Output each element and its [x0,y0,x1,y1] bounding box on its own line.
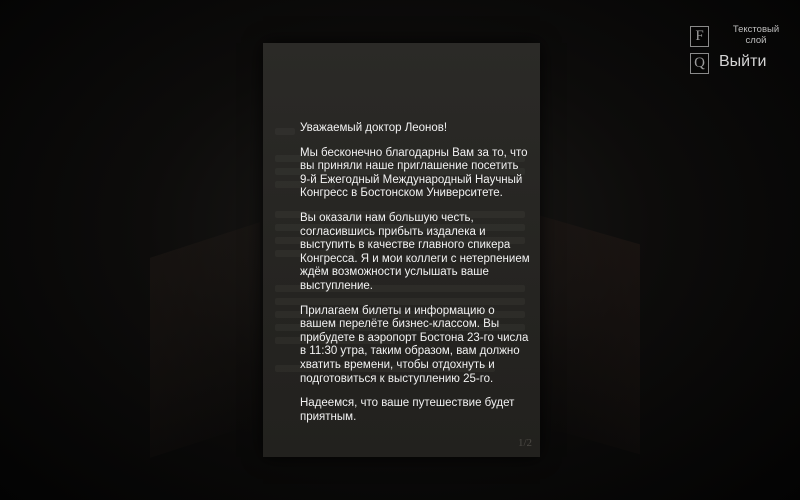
text-layer-label[interactable]: Текстовый слой [732,24,780,46]
letter-paragraph-2: Вы оказали нам большую честь, согласившись прибыть издалека и выступить в качестве главного спикера Конгресса. Я и мои коллеги с нетерпением ждём возможности услышать ваше выступление. [300,211,530,292]
letter-text-layer [300,122,532,435]
background-shadow-left [150,222,260,458]
f-key-icon[interactable]: F [690,26,709,47]
letter-paragraph-1: Мы бесконечно благодарны Вам за то, что вы приняли наше приглашение посетить 9-й Ежегодный Международный Научный Конгресс в Бостонском Университете. [300,146,528,200]
exit-button[interactable]: Выйти [719,53,767,70]
faded-print-line [275,128,295,135]
letter-paragraph-3: Прилагаем билеты и информацию о вашем перелёте бизнес-классом. Вы прибудете в аэропорт Бостона 23-го числа в 11:30 утра, таким образом, вам должно хватить времени, чтобы отдохнуть и подготовиться к выступлению 25-го. [300,304,529,385]
letter-greeting: Уважаемый доктор Леонов! [300,122,448,134]
background-shadow-right [540,216,640,455]
page-number: 1/2 [517,437,532,449]
letter-paragraph-4: Надеемся, что ваше путешествие будет приятным. [300,397,515,423]
q-key-icon[interactable]: Q [690,53,709,74]
